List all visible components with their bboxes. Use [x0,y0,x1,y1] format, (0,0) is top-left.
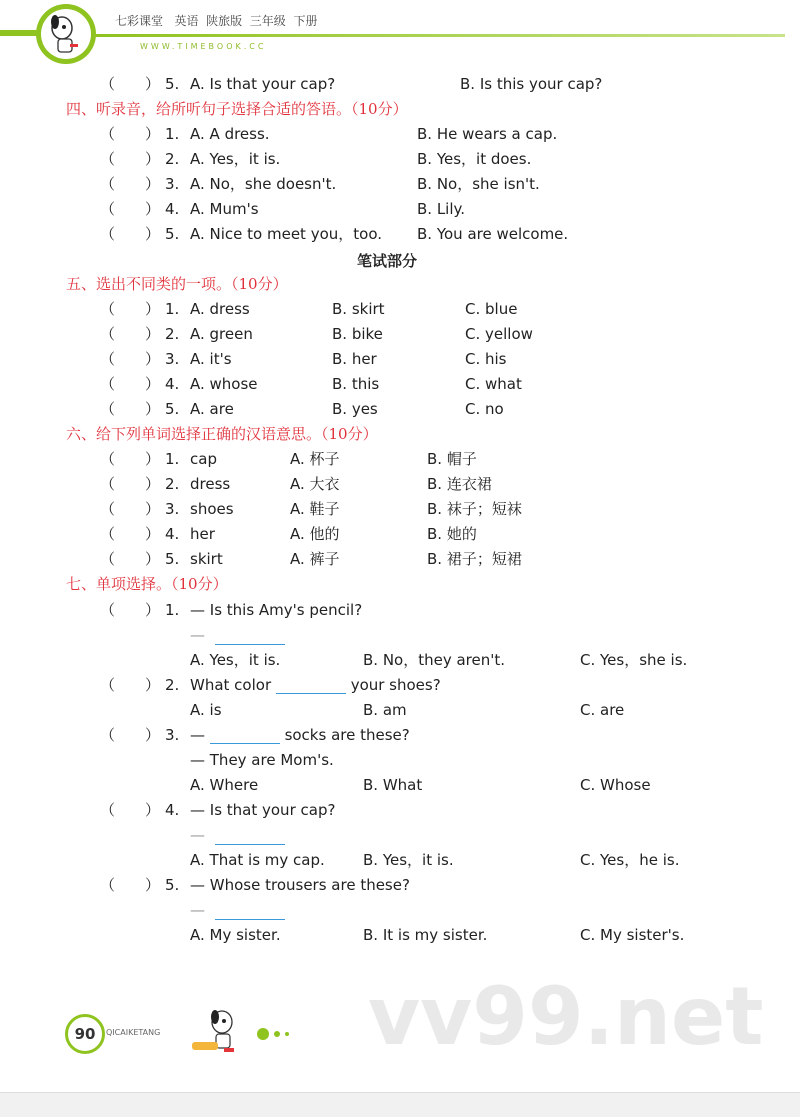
option-b: B. bike [332,325,383,343]
answer-paren: （ ） [100,550,161,568]
header-bar [0,0,800,50]
option-a: A. Mum's [190,200,259,218]
answer-paren: （ ） [100,150,161,168]
header-subject: 英语 [174,14,199,28]
answer-paren: （ ） [100,375,161,393]
section-6-title: 六、给下列单词选择正确的汉语意思。（10分） [66,425,378,443]
option-b: B. her [332,350,377,368]
word: dress [190,475,231,493]
q2-option-b: B. am [363,701,407,719]
q3-option-c: C. Whose [580,776,651,794]
q2-question [190,676,441,694]
q2-paren: （ ） [100,676,161,694]
option-a: A. green [190,325,253,343]
option-c: C. blue [465,300,518,318]
top-item-b: B. Is this your cap? [460,75,603,93]
answer-paren: （ ） [100,325,161,343]
item-num: 4. [165,200,180,218]
q5-question: — Whose trousers are these? [190,876,410,894]
answer-paren: （ ） [100,350,161,368]
page-number: 90 [74,1025,96,1043]
option-c: C. his [465,350,507,368]
q1-question: — Is this Amy's pencil? [190,601,363,619]
header-line [95,34,785,37]
q5-option-b: B. It is my sister. [363,926,488,944]
item-num: 5. [165,400,180,418]
option-a: A. Nice to meet you，too. [190,225,383,243]
option-b: B. 连衣裙 [427,475,492,493]
q5-option-a: A. My sister. [190,926,281,944]
header-grade: 三年级 [249,14,286,28]
option-b: B. 她的 [427,525,477,543]
answer-paren: （ ） [100,475,161,493]
q4-question: — Is that your cap? [190,801,336,819]
option-a: A. 裤子 [290,550,340,568]
q4-option-b: B. Yes，it is. [363,851,454,869]
option-a: A. Yes，it is. [190,150,281,168]
option-a: A. it's [190,350,232,368]
option-a: A. 鞋子 [290,500,340,518]
header-title [115,12,317,29]
q1-option-c: C. Yes，she is. [580,651,688,669]
q1-num: 1. [165,601,180,619]
page-number-badge [65,1014,105,1054]
page-bottom-edge [0,1092,800,1117]
option-a: A. dress [190,300,250,318]
item-num: 2. [165,475,180,493]
answer-paren: （ ） [100,225,161,243]
option-c: C. yellow [465,325,533,343]
q5-paren: （ ） [100,876,161,894]
option-b: B. Yes，it does. [417,150,532,168]
answer-paren: （ ） [100,400,161,418]
q2-num: 2. [165,676,180,694]
item-num: 1. [165,125,180,143]
watermark: vv99.net [368,970,764,1063]
q1-answer-blank[interactable] [215,644,285,645]
option-b: B. 袜子；短袜 [427,500,522,518]
option-b: B. skirt [332,300,385,318]
q2-pre: What color [190,676,272,694]
q5-num: 5. [165,876,180,894]
option-a: A. whose [190,375,258,393]
option-b: B. You are welcome. [417,225,569,243]
option-a: A. 杯子 [290,450,340,468]
item-num: 2. [165,150,180,168]
answer-paren: （ ） [100,175,161,193]
answer-paren: （ ） [100,450,161,468]
q3-option-a: A. Where [190,776,259,794]
q3-post: socks are these? [284,726,410,744]
item-num: 2. [165,325,180,343]
section-5-title: 五、选出不同类的一项。（10分） [66,275,288,293]
q3-paren: （ ） [100,726,161,744]
section-4-title: 四、听录音，给所听句子选择合适的答语。（10分） [66,100,408,118]
answer-paren: （ ） [100,75,161,93]
answer-paren: （ ） [100,525,161,543]
option-b: B. yes [332,400,378,418]
q2-option-c: C. are [580,701,625,719]
q1-option-b: B. No，they aren't. [363,651,506,669]
option-a: A. 大衣 [290,475,340,493]
footer-brand: QICAIKETANG [106,1028,161,1037]
mascot-logo-icon [0,0,110,70]
word: skirt [190,550,223,568]
item-num: 3. [165,350,180,368]
item-num: 1. [165,300,180,318]
header-volume: 下册 [293,14,318,28]
section-7-title: 七、单项选择。（10分） [66,575,228,593]
q3-line2: — They are Mom's. [190,751,334,769]
top-item-a: A. Is that your cap? [190,75,336,93]
option-a: A. 他的 [290,525,340,543]
q4-dash: — [190,826,205,844]
option-a: A. A dress. [190,125,270,143]
q4-answer-blank[interactable] [215,844,285,845]
item-num: 1. [165,450,180,468]
option-a: A. are [190,400,234,418]
option-b: B. He wears a cap. [417,125,558,143]
option-c: C. what [465,375,522,393]
item-num: 5. [165,225,180,243]
q2-option-a: A. is [190,701,222,719]
q3-answer-blank[interactable] [210,729,280,744]
word: cap [190,450,217,468]
q3-num: 3. [165,726,180,744]
footer-dots-icon [256,1026,296,1042]
top-item [100,75,160,93]
item-num: 3. [165,500,180,518]
header-website: WWW.TIMEBOOK.CC [140,42,267,51]
header-edition: 陕旅版 [206,14,243,28]
answer-paren: （ ） [100,300,161,318]
top-item-num: 5. [165,75,180,93]
option-b: B. this [332,375,380,393]
item-num: 3. [165,175,180,193]
item-num: 4. [165,375,180,393]
answer-paren: （ ） [100,125,161,143]
q2-answer-blank[interactable] [276,679,346,694]
item-num: 4. [165,525,180,543]
option-b: B. Lily. [417,200,466,218]
option-b: B. No，she isn't. [417,175,540,193]
item-num: 5. [165,550,180,568]
option-b: B. 帽子 [427,450,477,468]
q4-option-c: C. Yes，he is. [580,851,680,869]
q5-option-c: C. My sister's. [580,926,685,944]
q3-question [190,726,410,744]
q5-dash: — [190,901,205,919]
word: shoes [190,500,234,518]
written-part-title: 笔试部分 [357,252,418,270]
answer-paren: （ ） [100,500,161,518]
option-b: B. 裙子；短裙 [427,550,522,568]
answer-paren: （ ） [100,200,161,218]
header-series: 七彩课堂 [115,14,164,28]
mascot-footer-icon [188,1008,248,1058]
q1-dash: — [190,626,205,644]
q3-option-b: B. What [363,776,423,794]
q2-post: your shoes? [350,676,441,694]
word: her [190,525,215,543]
q1-option-a: A. Yes，it is. [190,651,281,669]
option-a: A. No，she doesn't. [190,175,337,193]
q4-option-a: A. That is my cap. [190,851,325,869]
q5-answer-blank[interactable] [215,919,285,920]
q4-paren: （ ） [100,801,161,819]
q3-dash: — [190,726,205,744]
q1-paren: （ ） [100,601,161,619]
option-c: C. no [465,400,504,418]
q4-num: 4. [165,801,180,819]
